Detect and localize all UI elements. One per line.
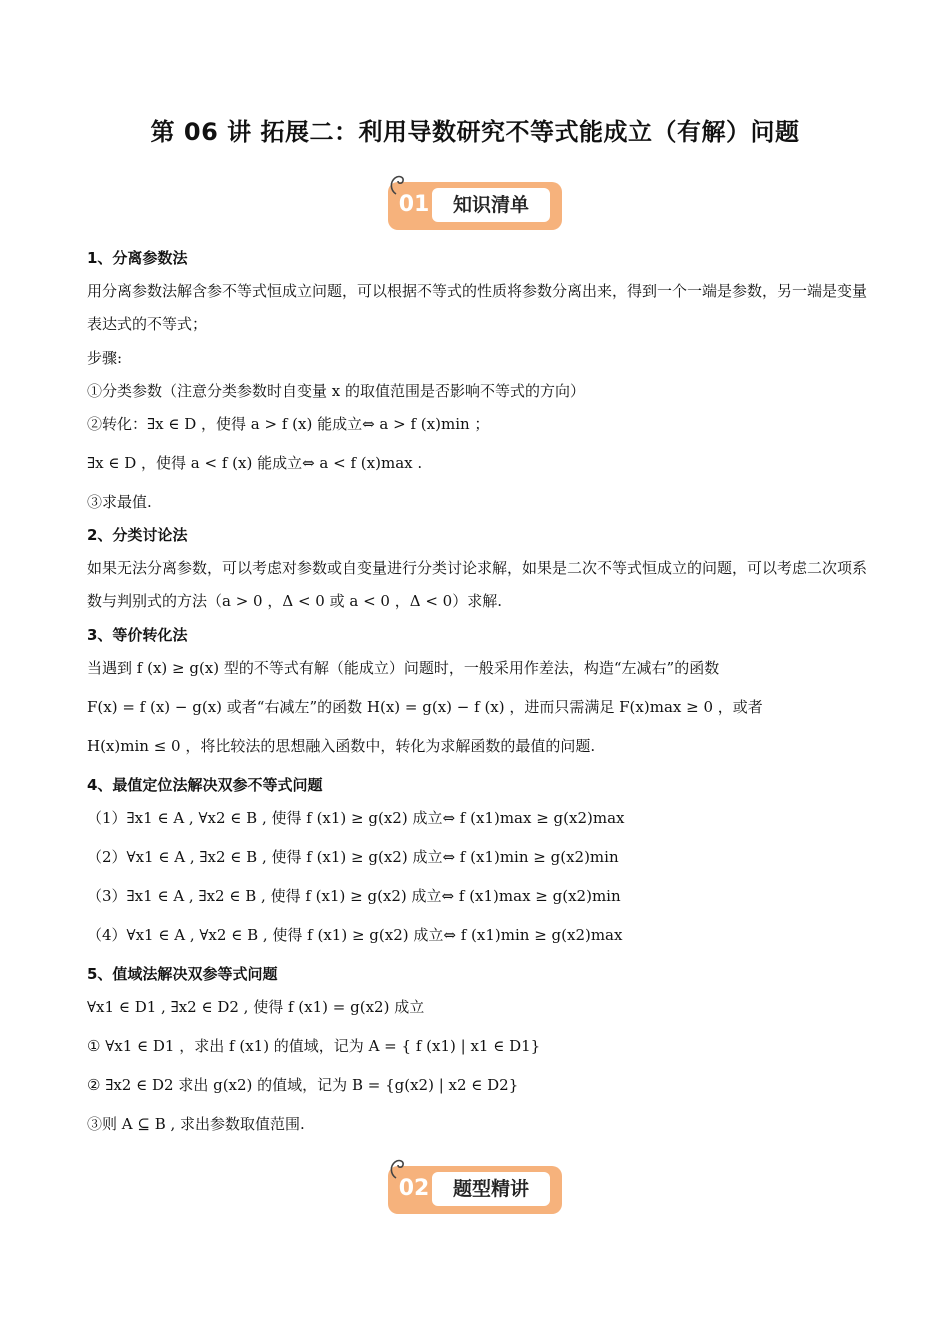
step-line: ③求最值.: [87, 493, 152, 511]
section-badge-examples: [386, 1154, 568, 1216]
list-item: （2）∀x1 ∈ A , ∃x2 ∈ B , 使得 f (x1) ≥ g(x2) 成立⇔ f (x1)min ≥ g(x2)min: [87, 848, 619, 866]
paragraph: 如果无法分离参数，可以考虑对参数或自变量进行分类讨论求解，如果是二次不等式恒成立的问题，可以考虑二次项系数与判别式的方法（a > 0 ，Δ < 0 或 a < 0 ，Δ < 0）求解.: [87, 559, 868, 610]
list-item: （4）∀x1 ∈ A , ∀x2 ∈ B , 使得 f (x1) ≥ g(x2) 成立⇔ f (x1)min ≥ g(x2)max: [87, 926, 623, 944]
formula-line: 当遇到 f (x) ≥ g(x) 型的不等式有解（能成立）问题时，一般采用作差法，构造“左减右”的函数: [87, 659, 720, 677]
section-heading: 4、最值定位法解决双参不等式问题: [87, 776, 323, 794]
list-item: （3）∃x1 ∈ A , ∃x2 ∈ B , 使得 f (x1) ≥ g(x2) 成立⇔ f (x1)max ≥ g(x2)min: [87, 887, 621, 905]
section-heading: 5、值域法解决双参等式问题: [87, 965, 278, 983]
formula-line: F(x) = f (x) − g(x) 或者“右减左”的函数 H(x) = g(x) − f (x) ，进而只需满足 F(x)max ≥ 0 ，或者: [87, 698, 763, 716]
step-line: ②转化：∃x ∈ D ，使得 a > f (x) 能成立⇔ a > f (x)min ；: [87, 415, 490, 433]
formula-line: ① ∀x1 ∈ D1 ，求出 f (x1) 的值域，记为 A = { f (x1) | x1 ∈ D1}: [87, 1037, 541, 1055]
formula-line: ③则 A ⊆ B , 求出参数取值范围.: [87, 1115, 305, 1133]
section-badge-knowledge: [386, 170, 568, 232]
step-line: ∃x ∈ D ，使得 a < f (x) 能成立⇔ a < f (x)max .: [87, 454, 423, 472]
badge-number: 01: [398, 192, 430, 217]
paperclip-icon: [386, 1154, 416, 1180]
section-heading: 2、分类讨论法: [87, 526, 188, 544]
formula-line: ② ∃x2 ∈ D2 求出 g(x2) 的值域，记为 B = {g(x2) | x2 ∈ D2}: [87, 1076, 519, 1094]
badge-label: 题型精讲: [452, 1178, 529, 1200]
section-heading: 1、分离参数法: [87, 249, 188, 267]
list-item: （1）∃x1 ∈ A , ∀x2 ∈ B , 使得 f (x1) ≥ g(x2) 成立⇔ f (x1)max ≥ g(x2)max: [87, 809, 625, 827]
paragraph: 用分离参数法解含参不等式恒成立问题，可以根据不等式的性质将参数分离出来，得到一个一端是参数，另一端是变量表达式的不等式；: [87, 282, 868, 333]
content: [87, 248, 867, 1147]
badge-label: 知识清单: [452, 194, 529, 216]
section-heading: 3、等价转化法: [87, 626, 188, 644]
formula-line: ∀x1 ∈ D1 , ∃x2 ∈ D2 , 使得 f (x1) = g(x2) 成立: [87, 998, 425, 1016]
page-title: 第 06 讲 拓展二：利用导数研究不等式能成立（有解）问题: [150, 118, 800, 146]
step-line: ①分类参数（注意分类参数时自变量 x 的取值范围是否影响不等式的方向）: [87, 382, 585, 400]
steps-label: 步骤:: [87, 349, 123, 367]
formula-line: H(x)min ≤ 0 ，将比较法的思想融入函数中，转化为求解函数的最值的问题.: [87, 737, 596, 755]
badge-number: 02: [398, 1176, 430, 1201]
paperclip-icon: [386, 170, 416, 196]
